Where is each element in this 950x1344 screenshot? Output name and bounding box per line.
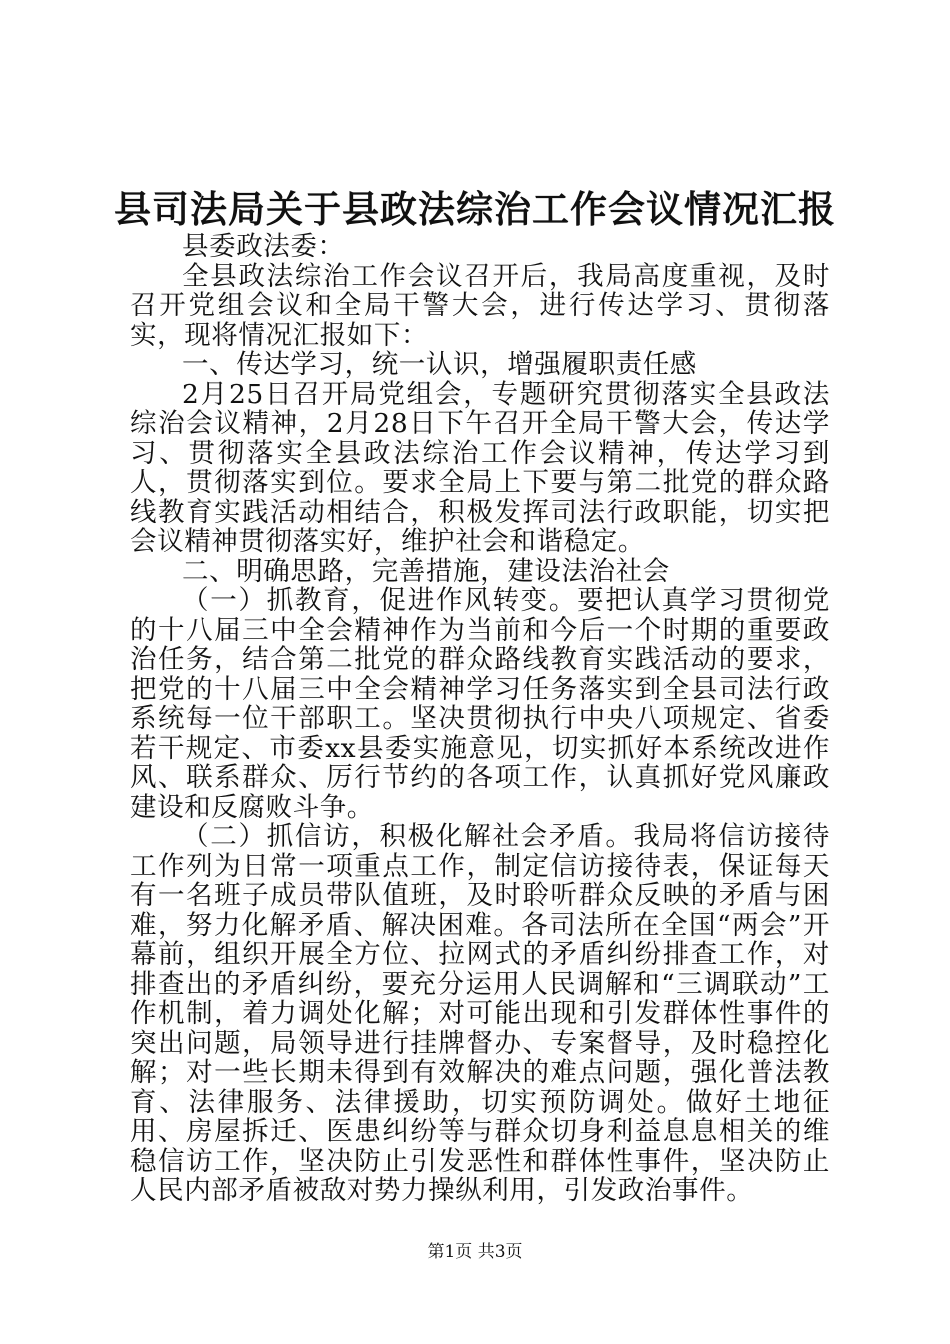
subsection-2-paragraph: （二）抓信访，积极化解社会矛盾。我局将信访接待工作列为日常一项重点工作，制定信访接待表，保证每天有一名班子成员带队值班，及时聆听群众反映的矛盾与困难，努力化解矛盾、解决困难。各司法所在全国“两会”开幕前，组织开展全方位、拉网式的矛盾纠纷排查工作，对排查出的矛盾纠纷，要充分运用人民调解和“三调联动”工作机制，着力调处化解；对可能出现和引发群体性事件的突出问题，局领导进行挂牌督办、专案督导，及时稳控化解；对一些长期未得到有效解决的难点问题，强化普法教育、法律服务、法律援助，切实预防调处。做好土地征用、房屋拆迁、医患纠纷等与群众切身利益息息相关的维稳信访工作，坚决防止引发恶性和群体性事件，坚决防止人民内部矛盾被敌对势力操纵利用，引发政治事件。: [130, 821, 830, 1206]
salutation: 县委政法委：: [182, 231, 345, 262]
section-heading-2: 二、明确思路，完善措施，建设法治社会: [182, 555, 670, 587]
page-footer: 第1页 共3页: [427, 1242, 523, 1262]
section-heading-1: 一、传达学习，统一认识，增强履职责任感: [182, 349, 697, 380]
section-1-paragraph: 2月25日召开局党组会，专题研究贯彻落实全县政法综治会议精神，2月28日下午召开全局干警大会，传达学习、贯彻落实全县政法综治工作会议精神，传达学习到人，贯彻落实到位。要求全局上下要与第二批党的群众路线教育实践活动相结合，积极发挥司法行政职能，切实把会议精神贯彻落实好，维护社会和谐稳定。: [130, 378, 830, 557]
intro-paragraph: 全县政法综治工作会议召开后，我局高度重视，及时召开党组会议和全局干警大会，进行传达学习、贯彻落实，现将情况汇报如下：: [130, 260, 830, 351]
document-body: [130, 232, 830, 1206]
document-title: 县司法局关于县政法综治工作会议情况汇报: [114, 187, 836, 231]
subsection-1-paragraph: （一）抓教育，促进作风转变。要把认真学习贯彻党的十八届三中全会精神作为当前和今后一个时期的重要政治任务，结合第二批党的群众路线教育实践活动的要求，把党的十八届三中全会精神学习任务落实到全县司法行政系统每一位干部职工。坚决贯彻执行中央八项规定、省委若干规定、市委xx县委实施意见，切实抓好本系统改进作风、联系群众、厉行节约的各项工作，认真抓好党风廉政建设和反腐败斗争。: [130, 585, 830, 823]
